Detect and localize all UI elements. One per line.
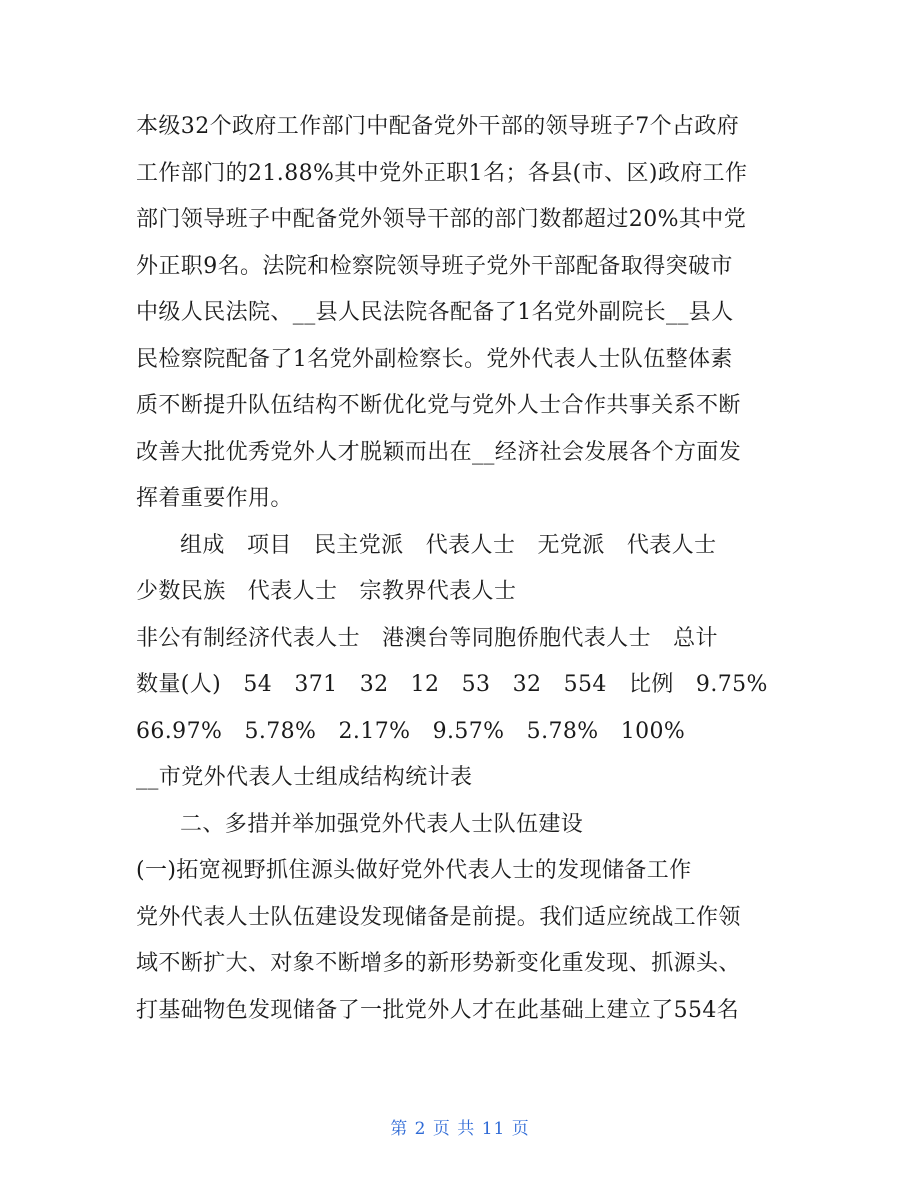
paragraph-1-line: 部门领导班子中配备党外领导干部的部门数都超过20%其中党: [136, 207, 747, 232]
table-header-line: 少数民族 代表人士 宗教界代表人士: [136, 579, 517, 604]
table-values-line: 数量(人) 54 371 32 12 53 32 554 比例 9.75%: [136, 672, 768, 697]
paragraph-2-line: 党外代表人士队伍建设发现储备是前提。我们适应统战工作领: [136, 904, 741, 930]
section-heading: 二、多措并举加强党外代表人士队伍建设: [180, 811, 584, 837]
document-body: [136, 104, 796, 1034]
table-header-line: 非公有制经济代表人士 港澳台等同胞侨胞代表人士 总计: [136, 625, 718, 651]
paragraph-1-line: 质不断提升队伍结构不断优化党与党外人士合作共事关系不断: [136, 393, 741, 418]
paragraph-1-line: 改善大批优秀党外人才脱颖而出在__经济社会发展各个方面发: [136, 439, 742, 465]
page-number-footer: 第 2 页 共 11 页: [390, 1119, 530, 1139]
paragraph-1-line: 中级人民法院、__县人民法院各配备了1名党外副院长__县人: [136, 300, 734, 325]
paragraph-1-line: 民检察院配备了1名党外副检察长。党外代表人士队伍整体素: [136, 346, 733, 372]
paragraph-1-line: 本级32个政府工作部门中配备党外干部的领导班子7个占政府: [136, 114, 740, 139]
paragraph-1-line: 工作部门的21.88%其中党外正职1名；各县(市、区)政府工作: [136, 160, 748, 186]
paragraph-2-line: 域不断扩大、对象不断增多的新形势新变化重发现、抓源头、: [136, 951, 741, 976]
paragraph-1-line: 外正职9名。法院和检察院领导班子党外干部配备取得突破市: [136, 253, 733, 279]
paragraph-1-line: 挥着重要作用。: [136, 486, 293, 511]
paragraph-2-line: 打基础物色发现储备了一批党外人才在此基础上建立了554名: [136, 997, 740, 1023]
table-caption: __市党外代表人士组成结构统计表: [136, 765, 473, 790]
table-header-line: 组成 项目 民主党派 代表人士 无党派 代表人士: [180, 532, 717, 558]
subsection-heading: (一)拓宽视野抓住源头做好党外代表人士的发现储备工作: [136, 858, 692, 883]
table-values-line: 66.97% 5.78% 2.17% 9.57% 5.78% 100%: [136, 718, 686, 744]
